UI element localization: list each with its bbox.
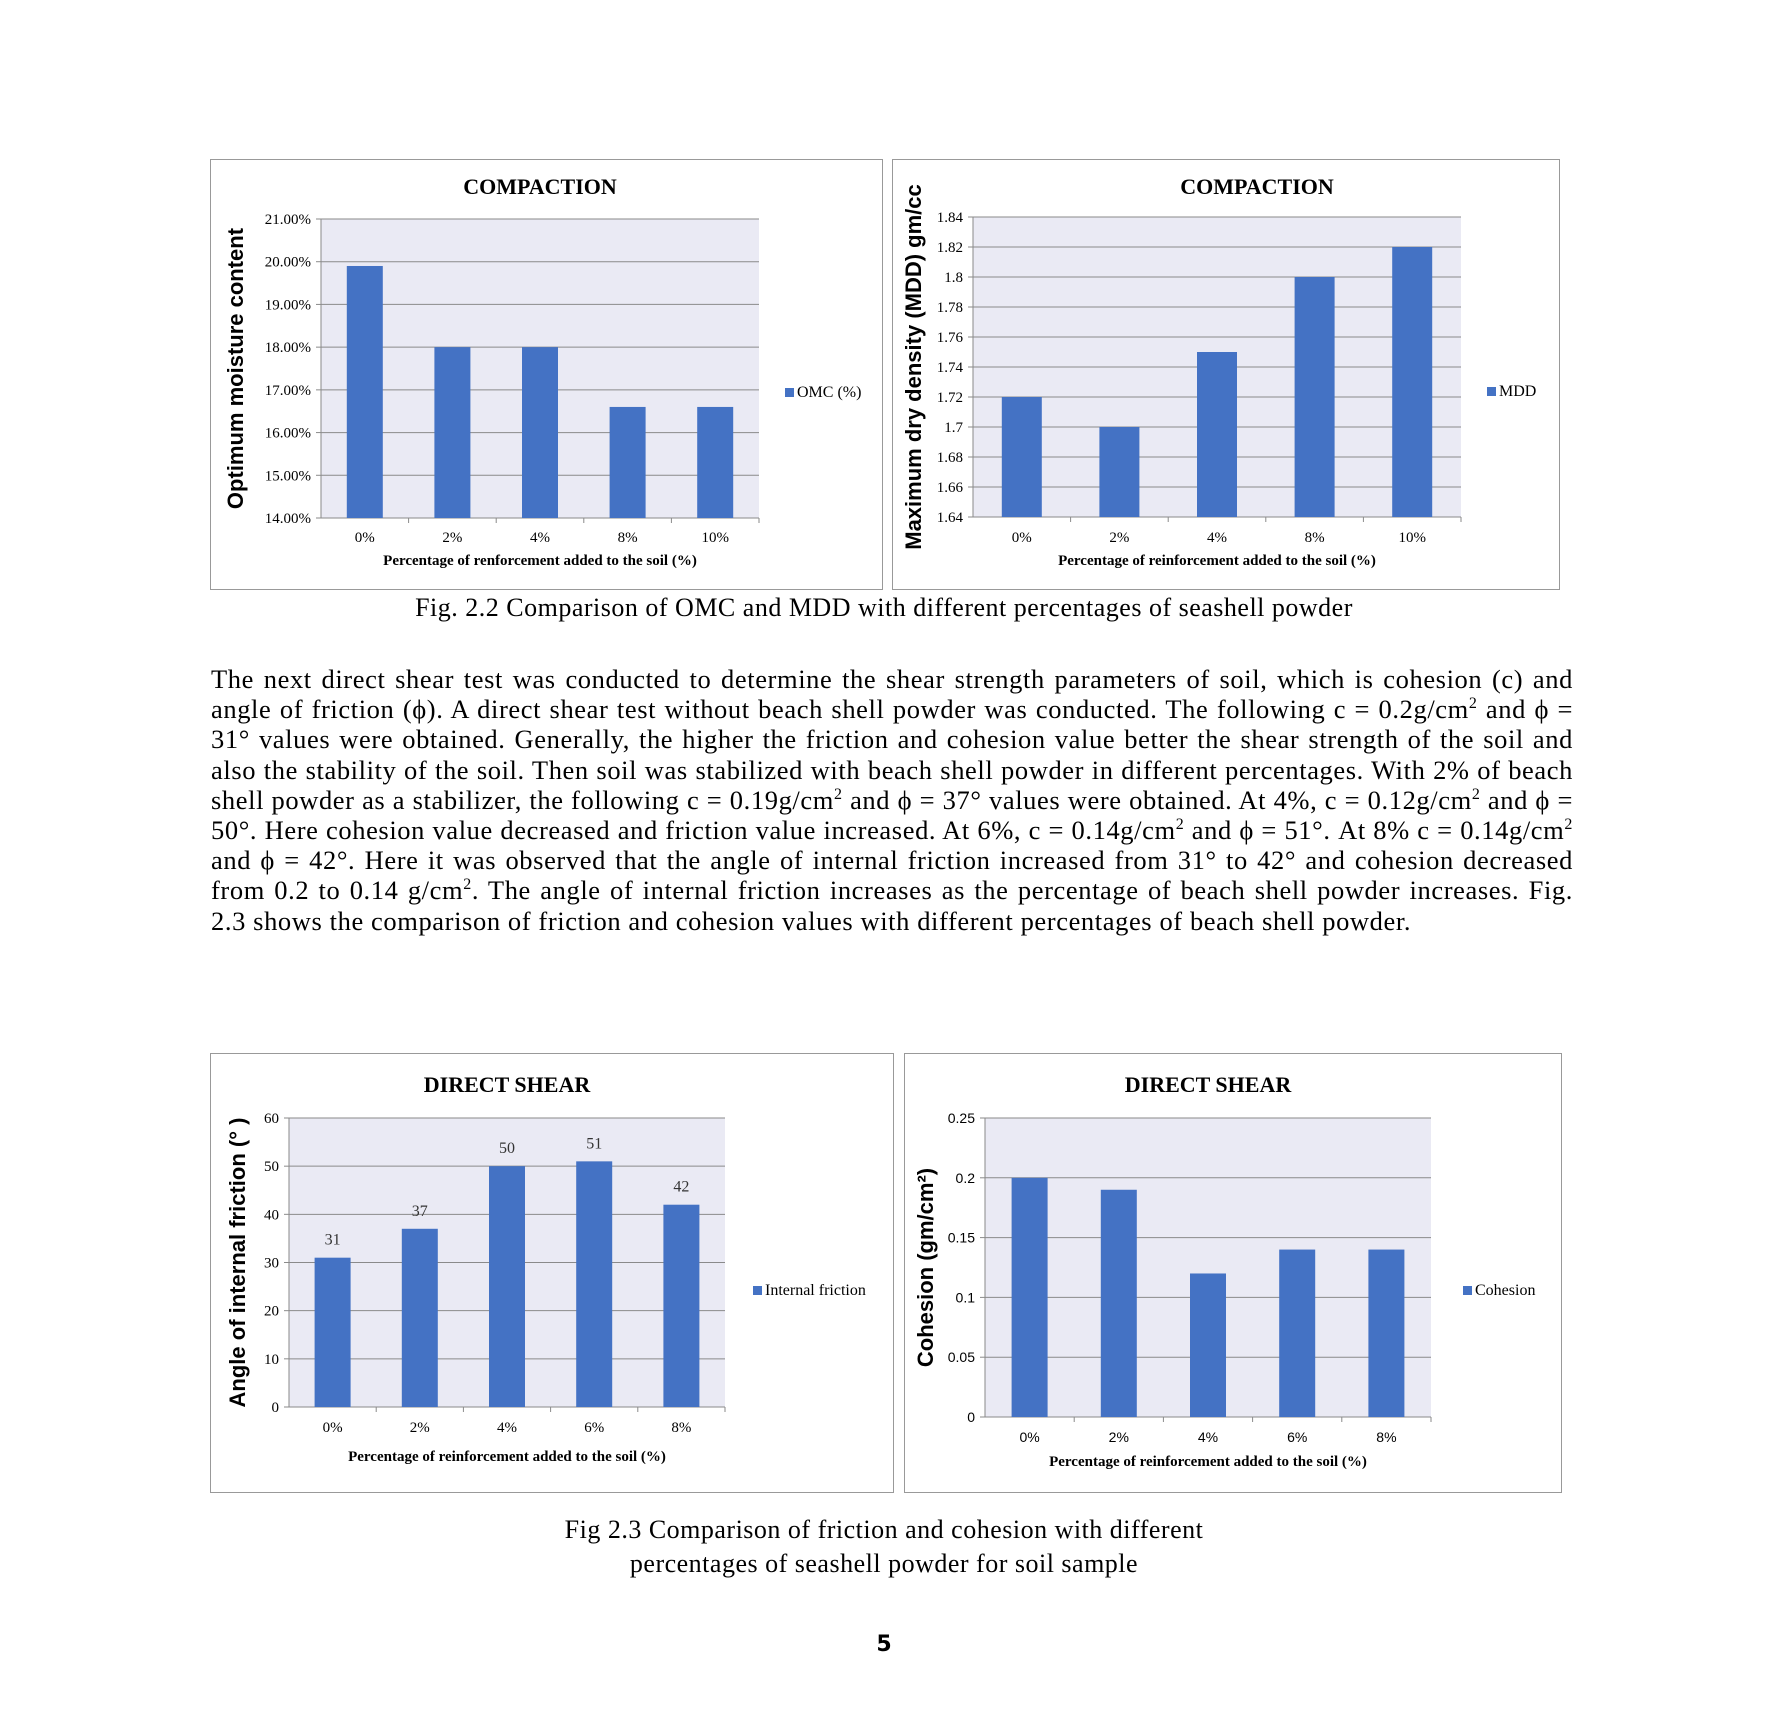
bar bbox=[522, 347, 558, 518]
paragraph-part: The next direct shear test was conducted to determine the shear strength parameters of soil, which is cohesion (c) and angle of friction (ϕ). A direct shear test without beach shell powder was conducted. The following c = 0.2g/cm bbox=[211, 664, 1573, 725]
x-tick-label: 0% bbox=[1019, 1429, 1040, 1445]
x-axis-label: Percentage of reinforcement added to the soil (%) bbox=[1049, 1454, 1367, 1470]
y-tick-label: 1.74 bbox=[936, 360, 963, 376]
y-tick-label: 1.7 bbox=[944, 420, 963, 436]
bar bbox=[697, 407, 733, 518]
bar bbox=[1099, 427, 1139, 517]
y-tick-label: 50 bbox=[264, 1159, 279, 1176]
y-tick-label: 1.64 bbox=[936, 510, 963, 526]
y-tick-label: 19.00% bbox=[264, 297, 311, 314]
figure-2-3-caption-line1: Fig 2.3 Comparison of friction and cohesion with different bbox=[564, 1515, 1204, 1544]
y-tick-label: 1.78 bbox=[936, 300, 963, 316]
mdd-chart bbox=[892, 159, 1560, 590]
figure-2-3-caption-line2: percentages of seashell powder for soil sample bbox=[629, 1549, 1139, 1578]
x-tick-label: 8% bbox=[1304, 530, 1325, 546]
y-tick-label: 0 bbox=[271, 1400, 279, 1416]
data-label: 42 bbox=[673, 1178, 690, 1196]
bar bbox=[1295, 277, 1335, 517]
bar bbox=[1002, 397, 1042, 517]
paragraph-part: and ϕ = 31° values were obtained. Generally, the higher the friction and cohesion value better the shear strength of the soil and also the stability of the soil. Then soil was stabilized with beach shell powder in different percentages. With 2% of beach shell powder as a stabilizer, the following c = 0.19g/cm bbox=[211, 694, 1573, 815]
bar bbox=[315, 1258, 351, 1407]
y-tick-label: 1.84 bbox=[936, 210, 963, 226]
data-label: 51 bbox=[586, 1135, 603, 1153]
legend-swatch bbox=[753, 1286, 762, 1295]
bar bbox=[1368, 1250, 1404, 1417]
x-tick-label: 0% bbox=[1011, 530, 1032, 546]
x-tick-label: 2% bbox=[442, 530, 463, 546]
paragraph-part: . The angle of internal friction increases as the percentage of beach shell powder increases. Fig. 2.3 shows the comparison of friction and cohesion values with different percentages of beach shell powder. bbox=[211, 875, 1573, 936]
y-tick-label: 30 bbox=[264, 1255, 279, 1272]
bar bbox=[1101, 1190, 1137, 1417]
y-tick-label: 0.1 bbox=[955, 1289, 975, 1306]
x-axis-label: Percentage of renforcement added to the soil (%) bbox=[383, 553, 697, 569]
legend-label: OMC (%) bbox=[797, 384, 862, 401]
y-tick-label: 0 bbox=[967, 1409, 975, 1425]
y-tick-label: 18.00% bbox=[264, 340, 311, 357]
x-tick-label: 10% bbox=[701, 530, 729, 546]
x-tick-label: 10% bbox=[1398, 530, 1426, 546]
x-tick-label: 4% bbox=[530, 530, 550, 546]
legend-swatch bbox=[785, 388, 794, 397]
figure-2-2-caption: Fig. 2.2 Comparison of OMC and MDD with different percentages of seashell powder bbox=[415, 593, 1353, 622]
y-tick-label: 0.2 bbox=[955, 1169, 975, 1186]
superscript: 2 bbox=[463, 876, 472, 894]
chart-title: COMPACTION bbox=[1180, 174, 1334, 199]
page-number: 5 bbox=[876, 1632, 892, 1657]
x-tick-label: 8% bbox=[617, 530, 638, 546]
y-tick-label: 0.05 bbox=[947, 1349, 975, 1366]
y-tick-label: 10 bbox=[264, 1351, 279, 1368]
data-label: 50 bbox=[499, 1140, 515, 1158]
chart-title: COMPACTION bbox=[463, 174, 617, 199]
y-tick-label: 1.82 bbox=[936, 240, 963, 256]
y-tick-label: 1.72 bbox=[936, 390, 963, 406]
y-tick-label: 21.00% bbox=[264, 212, 311, 228]
y-tick-label: 15.00% bbox=[264, 468, 311, 485]
x-axis-label: Percentage of reinforcement added to the soil (%) bbox=[348, 1449, 666, 1465]
chart-svg bbox=[211, 1054, 895, 1494]
y-tick-label: 14.00% bbox=[264, 511, 311, 527]
bar bbox=[489, 1166, 525, 1407]
paragraph-part: and ϕ = 51°. At 8% c = 0.14g/cm bbox=[1184, 815, 1565, 846]
x-tick-label: 0% bbox=[322, 1420, 343, 1436]
x-tick-label: 4% bbox=[497, 1420, 517, 1436]
y-tick-label: 40 bbox=[264, 1207, 279, 1224]
x-tick-label: 6% bbox=[584, 1420, 605, 1436]
y-tick-label: 1.76 bbox=[936, 330, 963, 346]
bar bbox=[1197, 352, 1237, 517]
legend-label: Cohesion bbox=[1475, 1282, 1536, 1299]
x-tick-label: 2% bbox=[1108, 1429, 1129, 1445]
superscript: 2 bbox=[1564, 816, 1573, 834]
x-tick-label: 4% bbox=[1207, 530, 1227, 546]
bar bbox=[1279, 1250, 1315, 1417]
y-tick-label: 20.00% bbox=[264, 254, 311, 271]
chart-title: DIRECT SHEAR bbox=[423, 1072, 591, 1097]
chart-svg bbox=[211, 160, 884, 591]
bar bbox=[1190, 1273, 1226, 1417]
bar bbox=[347, 266, 383, 518]
x-tick-label: 8% bbox=[1376, 1429, 1397, 1445]
y-tick-label: 16.00% bbox=[264, 425, 311, 442]
paragraph-part: and ϕ = 50°. Here cohesion value decreased and friction value increased. At 6%, c = 0.14g/cm bbox=[211, 784, 1573, 846]
chart-svg bbox=[905, 1054, 1563, 1494]
friction-chart bbox=[210, 1053, 894, 1493]
body-paragraph bbox=[211, 664, 1573, 936]
legend-swatch bbox=[1487, 387, 1496, 396]
legend-swatch bbox=[1463, 1286, 1472, 1295]
y-axis-label: Angle of internal friction (° ) bbox=[224, 1117, 250, 1408]
superscript: 2 bbox=[1175, 816, 1185, 834]
y-axis-label: Cohesion (gm/cm²) bbox=[912, 1167, 938, 1368]
omc-chart bbox=[210, 159, 883, 590]
bar bbox=[610, 407, 646, 518]
bar bbox=[1392, 247, 1432, 517]
x-tick-label: 0% bbox=[354, 530, 375, 546]
superscript: 2 bbox=[1471, 785, 1481, 803]
legend-label: Internal friction bbox=[765, 1282, 866, 1299]
x-tick-label: 4% bbox=[1197, 1429, 1219, 1445]
x-axis-label: Percentage of reinforcement added to the soil (%) bbox=[1058, 553, 1376, 569]
x-tick-label: 2% bbox=[1109, 530, 1130, 546]
data-label: 31 bbox=[324, 1231, 341, 1249]
y-tick-label: 17.00% bbox=[264, 382, 311, 399]
bar bbox=[576, 1161, 612, 1407]
superscript: 2 bbox=[1468, 695, 1478, 713]
y-tick-label: 1.68 bbox=[936, 450, 963, 466]
y-tick-label: 0.15 bbox=[947, 1229, 975, 1246]
data-label: 37 bbox=[411, 1202, 428, 1220]
chart-title: DIRECT SHEAR bbox=[1124, 1072, 1292, 1097]
bar bbox=[402, 1229, 438, 1407]
y-tick-label: 0.25 bbox=[947, 1110, 975, 1126]
paragraph-part: and ϕ = 42°. Here it was observed that the angle of internal friction increased from 31° to 42° and cohesion decreased from 0.2 to 0.14 g/cm bbox=[211, 845, 1573, 906]
y-tick-label: 60 bbox=[264, 1111, 279, 1127]
bar bbox=[434, 347, 470, 518]
y-tick-label: 1.8 bbox=[944, 270, 963, 286]
chart-svg bbox=[893, 160, 1561, 591]
bar bbox=[663, 1205, 699, 1407]
paragraph-part: and ϕ = 37° values were obtained. At 4%, c = 0.12g/cm bbox=[842, 784, 1472, 815]
cohesion-chart bbox=[904, 1053, 1562, 1493]
y-tick-label: 1.66 bbox=[936, 480, 963, 496]
x-tick-label: 6% bbox=[1287, 1429, 1308, 1445]
y-tick-label: 20 bbox=[264, 1303, 279, 1320]
superscript: 2 bbox=[833, 785, 843, 803]
y-axis-label: Optimum moisture content bbox=[222, 227, 248, 510]
x-tick-label: 8% bbox=[671, 1420, 692, 1436]
x-tick-label: 2% bbox=[409, 1420, 430, 1436]
legend-label: MDD bbox=[1499, 383, 1537, 400]
bar bbox=[1012, 1178, 1048, 1417]
y-axis-label: Maximum dry density (MDD) gm/cc bbox=[900, 184, 926, 550]
